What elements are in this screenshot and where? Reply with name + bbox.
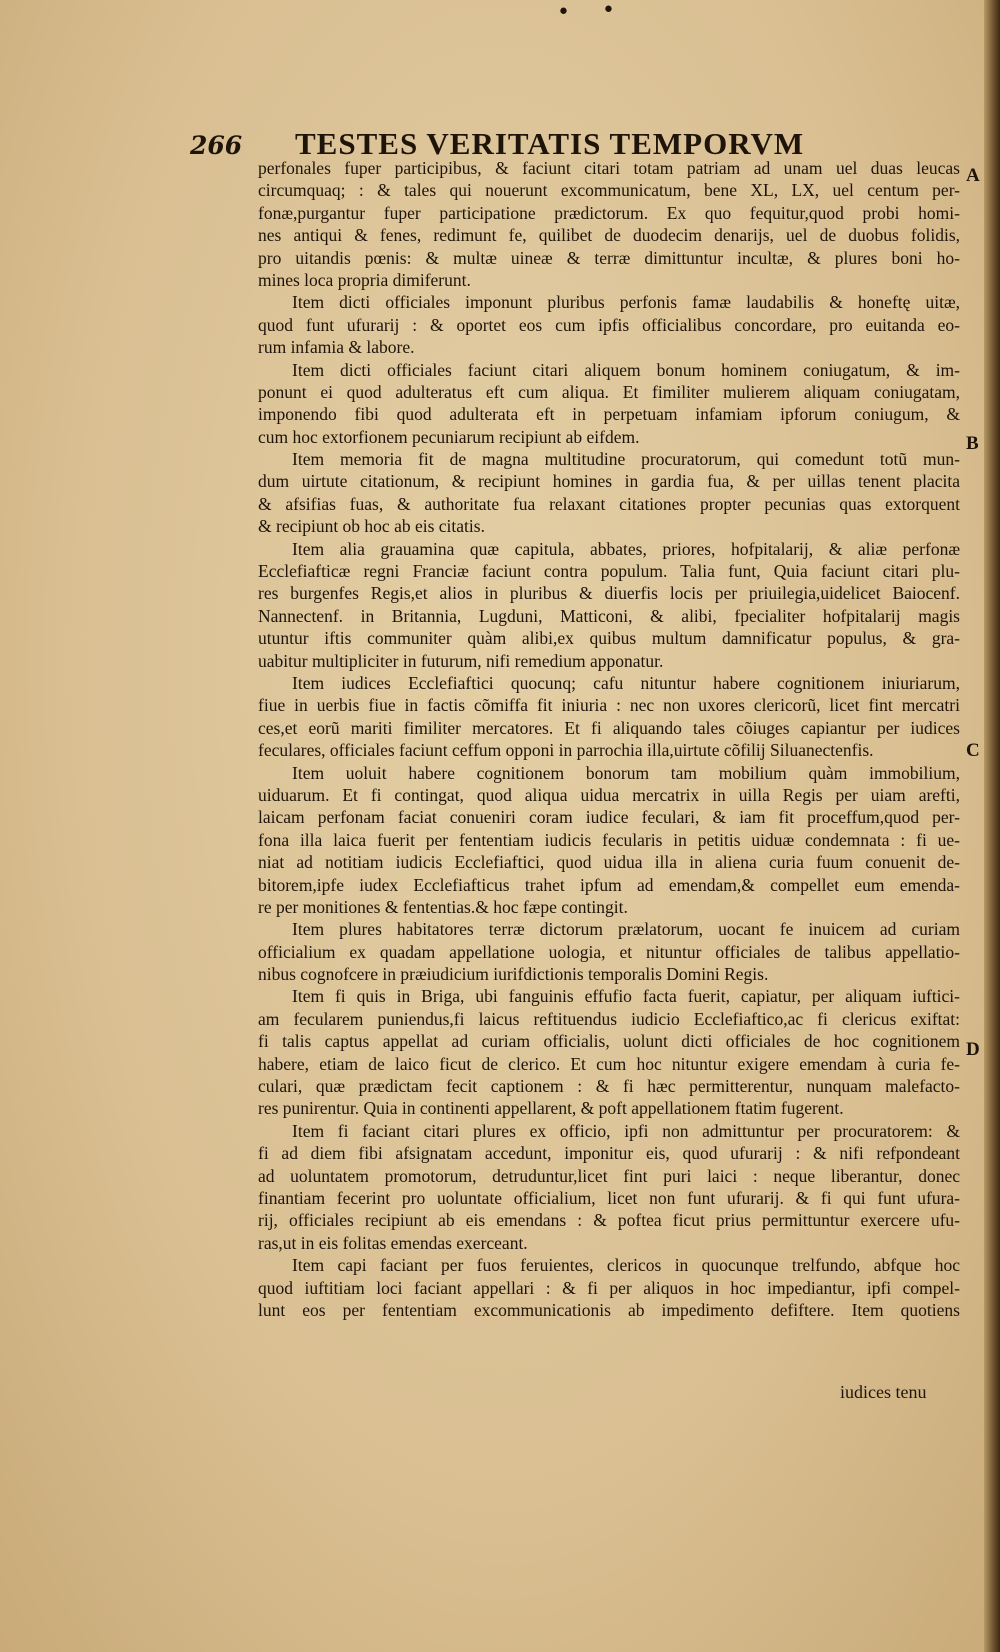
text-line: bitorem,ipfe iudex Ecclefiafticus trahet ipfum ad emendam,& compellet eum emenda-	[258, 874, 960, 895]
text-line: quod iuftitiam loci faciant appellari : & fi per aliquos in hoc impediantur, ipfi compel-	[258, 1277, 960, 1298]
text-line: niat ad notitiam iudicis Ecclefiaftici, quod uidua illa in aliena curia fuum conuenit de-	[258, 852, 960, 873]
running-title: TESTES VERITATIS TEMPORVM	[295, 126, 805, 161]
text-line: rum infamia & labore.	[258, 337, 415, 358]
text-line: fonæ,purgantur fuper participatione prædictorum. Ex quo fequitur,quod probi homi-	[258, 202, 960, 223]
text-line: lunt eos per fententiam excommunicationis ab impedimento defiftere. Item quotiens	[258, 1299, 960, 1320]
text-line: Ecclefiafticæ regni Franciæ faciunt contra populum. Talia funt, Quia faciunt citari plu-	[258, 561, 960, 582]
text-line: mines loca propria dimiferunt.	[258, 269, 471, 290]
text-line: Item capi faciant per fuos feruientes, clericos in quocunque trelfundo, abfque hoc	[292, 1255, 960, 1276]
text-line: ces,et eorũ mariti fimiliter mercatores. Et fi aliquando tales cõiuges capiantur per iudices	[258, 717, 960, 738]
catchword: iudices tenu	[840, 1382, 927, 1402]
text-line: fona illa laica fuerit per fententiam iudicis fecularis in petitis uiduæ condemnata : fi ue-	[258, 829, 960, 850]
text-line: res burgenfes Regis,et alios in pluribus & diuerfis locis per priuilegia,uidelicet Baiocenf.	[258, 583, 960, 604]
text-line: utuntur iftis communiter quàm alibi,ex quibus multum damnificatur populus, & gra-	[258, 628, 960, 649]
text-line: Item fi faciant citari plures ex officio, ipfi non admittuntur per procuratorem: &	[292, 1120, 960, 1141]
text-line: perfonales fuper participibus, & faciunt citari totam patriam ad unam uel duas leucas	[258, 158, 960, 178]
text-line: cum hoc extorfionem pecuniarum recipiunt ab eifdem.	[258, 426, 640, 447]
margin-letter-c: C	[966, 740, 980, 761]
text-line: Item dicti officiales faciunt citari aliquem bonum hominem coniugatum, & im-	[292, 359, 960, 380]
text-line: & recipiunt ob hoc ab eis citatis.	[258, 516, 485, 537]
text-line: circumquaq; : & tales qui nouerunt excommunicatum, bene XL, LX, uel centum per-	[258, 180, 960, 201]
text-line: fiue in uerbis fiue in factis cõmiffa fit iniuria : nec non uxores clericorũ, licet fint mercatri	[258, 695, 960, 716]
text-line: am fecularem puniendus,fi laicus reftituendus iudicio Ecclefiaftico,ac fi clericus exiftat:	[258, 1008, 960, 1029]
text-line: officialium ex quadam appellatione uologia, et nituntur officiales de talibus appellatio-	[258, 941, 960, 962]
text-line: Item fi quis in Briga, ubi fanguinis effufio facta fuerit, capiatur, per aliquam iuftici-	[292, 986, 960, 1007]
text-line: culari, quæ prædictam fecit captionem : & fi hæc permitterentur, nunquam malefacto-	[258, 1076, 960, 1097]
text-line: laicam perfonam faciat conueniri coram iudice feculari, & iam fit proceffum,quod per-	[258, 807, 960, 828]
text-line: nes antiqui & fenes, redimunt fe, quilibet de duodecim denarijs, uel de duobus folidis,	[258, 225, 960, 246]
text-line: uiduarum. Et fi contingat, quod aliqua uidua mercatrix in uilla Regis per uiam arefti,	[258, 784, 960, 805]
text-line: fi talis captus appellat ad curiam officialis, uolunt dicti officiales de hoc cognitionem	[258, 1031, 960, 1052]
ink-speck: •	[602, 0, 615, 23]
text-line: ponunt ei quod adulteratus eft cum aliqua. Et fimiliter mulierem aliquam coniugatam,	[258, 381, 960, 402]
text-line: nibus cognofcere in præiudicium iurifdictionis temporalis Domini Regis.	[258, 964, 769, 985]
text-line: Item memoria fit de magna multitudine procuratorum, qui comedunt totũ mun-	[292, 449, 960, 470]
page-number: 266	[190, 131, 243, 160]
text-line: quod funt ufurarij : & oportet eos cum ipfis officialibus concordare, pro euitanda eo-	[258, 314, 960, 335]
text-line: & afsifias fuas, & authoritate fua relaxant citationes propter pecunias quas extorquent	[258, 493, 960, 514]
text-line: dum uirtute citationum, & recipiunt homines in gardia fua, & per uillas tenent placita	[258, 471, 960, 492]
text-line: fi ad diem fibi afsignatam accedunt, imponitur eis, quod ufurarij : & nifi refpondeant	[258, 1143, 960, 1164]
text-line: ad uoluntatem promotorum, detruduntur,licet fint puri laici : neque liberantur, donec	[258, 1165, 960, 1186]
ink-speck: •	[557, 0, 570, 25]
text-line: imponendo fibi quod adulterata eft in perpetuam infamiam ipforum coniugum, &	[258, 404, 960, 425]
text-line: ras,ut in eis folitas emendas exerceant.	[258, 1232, 528, 1253]
margin-letter-a: A	[966, 165, 980, 186]
margin-letter-d: D	[966, 1039, 980, 1060]
text-line: habere, etiam de laico ficut de clerico. Et cum hoc nituntur exigere emendam à curia fe-	[258, 1053, 960, 1074]
text-line: feculares, officiales faciunt ceffum opponi in parrochia illa,uirtute cõfilij Siluanectenfis.	[258, 740, 874, 761]
text-body	[258, 157, 960, 1321]
text-line: Item dicti officiales imponunt pluribus perfonis famæ laudabilis & honeftę uitæ,	[292, 292, 960, 313]
text-line: Item iudices Ecclefiaftici quocunq; cafu nituntur habere cognitionem iniuriarum,	[292, 672, 960, 693]
text-line: Nannectenf. in Britannia, Lugduni, Matticoni, & alibi, fpecialiter hofpitalarij magis	[258, 605, 960, 626]
text-line: finantiam fecerint pro uoluntate officialium, licet non funt ufurarij. & fi qui funt ufura-	[258, 1187, 960, 1208]
text-line: rij, officiales recipiunt ab eis emendans : & poftea ficut prius permittuntur exercere ufu-	[258, 1210, 960, 1231]
margin-letter-b: B	[966, 433, 979, 454]
text-line: Item plures habitatores terræ dictorum prælatorum, uocant fe inuicem ad curiam	[292, 919, 960, 940]
text-line: res punirentur. Quia in continenti appellarent, & poft appellationem ftatim fugerent.	[258, 1098, 844, 1119]
page-edge-shadow	[984, 0, 1000, 1652]
text-line: pro uitandis pœnis: & multæ uineæ & terræ dimittuntur incultæ, & plures boni ho-	[258, 247, 960, 268]
text-line: re per monitiones & fententias.& hoc fæpe contingit.	[258, 896, 628, 917]
text-line: uabitur multipliciter in futurum, nifi remedium apponatur.	[258, 650, 664, 671]
text-line: Item uoluit habere cognitionem bonorum tam mobilium quàm immobilium,	[292, 762, 960, 783]
text-line: Item alia grauamina quæ capitula, abbates, priores, hofpitalarij, & aliæ perfonæ	[292, 538, 960, 559]
